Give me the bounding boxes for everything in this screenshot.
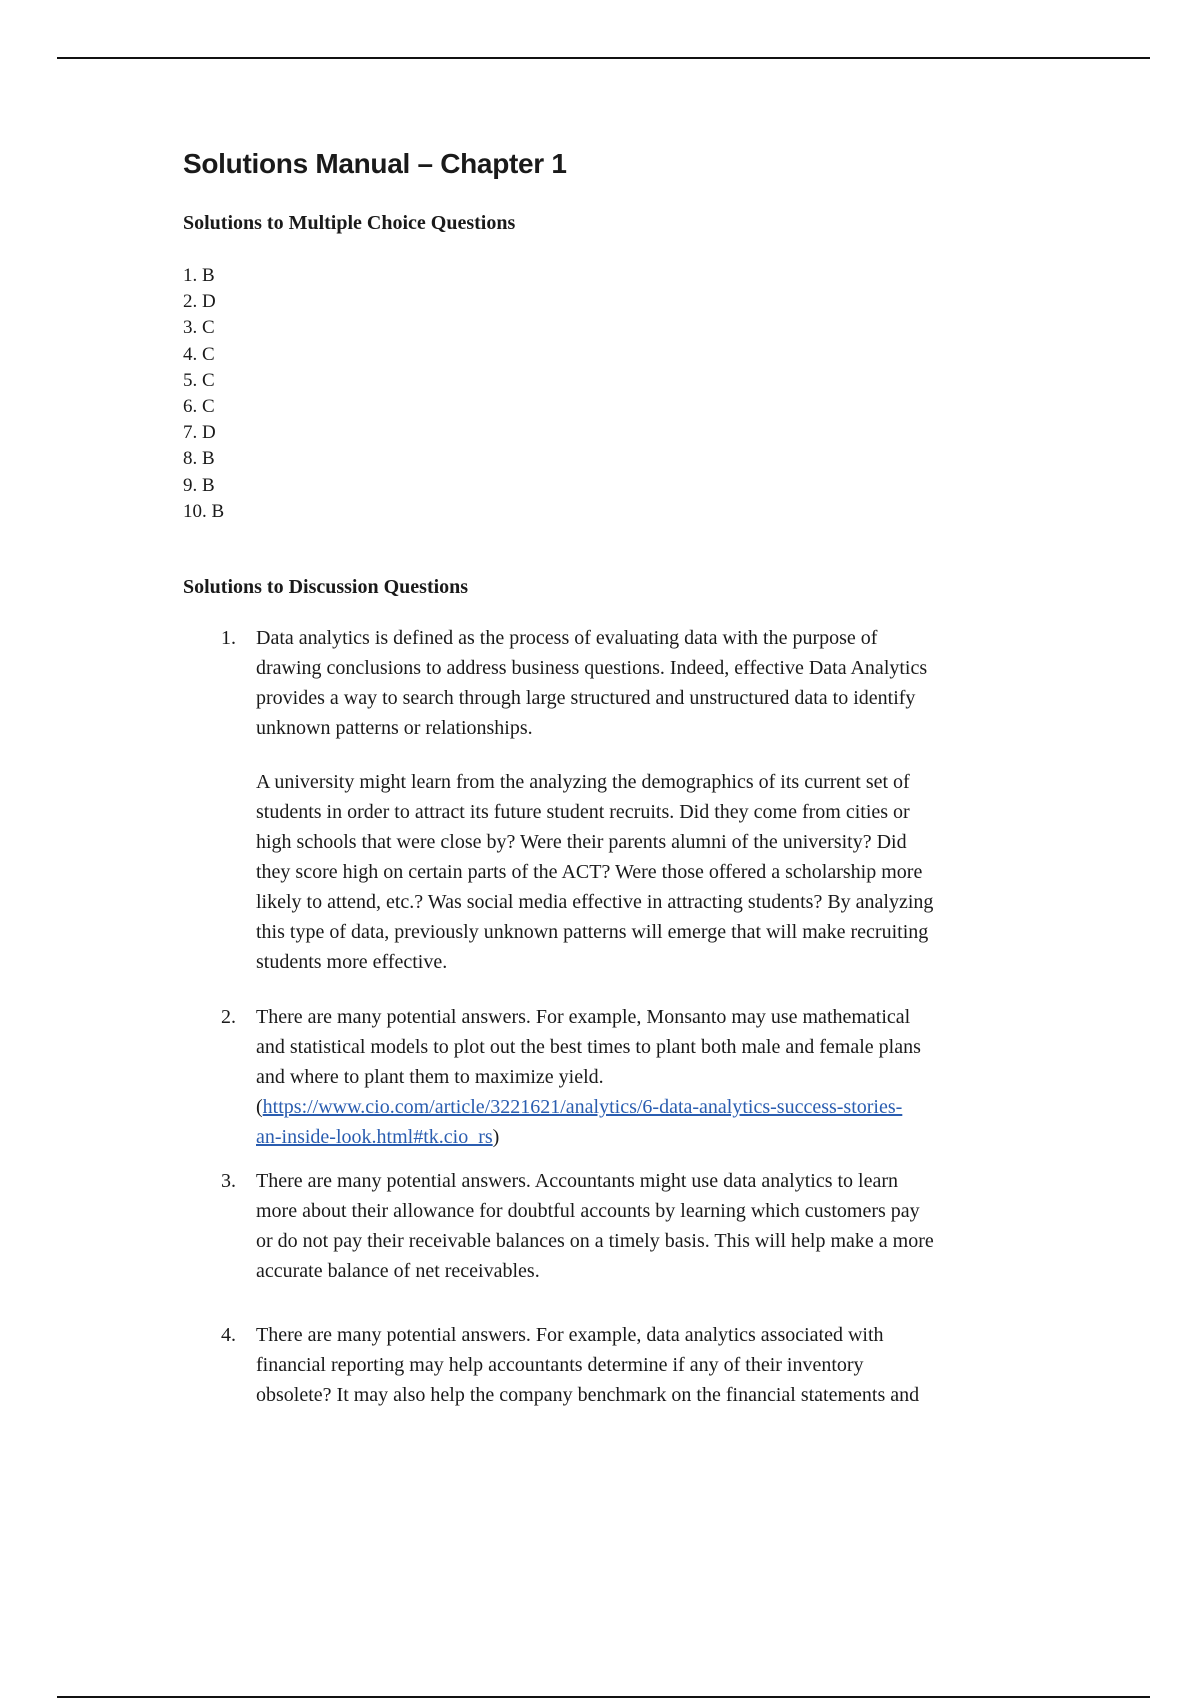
answer-line: or do not pay their receivable balances on a timely basis. This will help make a more: [256, 1230, 934, 1252]
mc-answer: 10. B: [183, 500, 225, 522]
footer-rule: [57, 1696, 1150, 1698]
answer-line: financial reporting may help accountants determine if any of their inventory: [256, 1354, 864, 1376]
answer-line: There are many potential answers. For example, data analytics associated with: [256, 1324, 884, 1346]
reference-line: [256, 1122, 1071, 1152]
mc-answer-list: [183, 263, 224, 525]
mc-answer: 6. C: [183, 396, 215, 418]
answer-line: A university might learn from the analyzing the demographics of its current set of: [256, 771, 910, 793]
discussion-question-4: [221, 1320, 1071, 1410]
answer-body: [256, 1166, 1071, 1286]
answer-line: students more effective.: [256, 951, 448, 973]
answer-line: students in order to attract its future student recruits. Did they come from cities or: [256, 801, 910, 823]
answer-line: high schools that were close by? Were their parents alumni of the university? Did: [256, 831, 907, 853]
question-number: 2.: [221, 1006, 236, 1028]
header-rule: [57, 57, 1150, 59]
answer-line: Data analytics is defined as the process of evaluating data with the purpose of: [256, 627, 878, 649]
mc-answer: 1. B: [183, 265, 215, 286]
question-number: 4.: [221, 1324, 236, 1346]
answer-line: drawing conclusions to address business questions. Indeed, effective Data Analytics: [256, 657, 928, 679]
paren-open: (: [256, 1096, 263, 1118]
answer-line: There are many potential answers. For example, Monsanto may use mathematical: [256, 1006, 911, 1028]
mc-answer: 9. B: [183, 474, 215, 496]
page-title: Solutions Manual – Chapter 1: [183, 148, 567, 179]
reference-link-continued[interactable]: an-inside-look.html#tk.cio_rs: [256, 1126, 493, 1148]
answer-line: There are many potential answers. Accountants might use data analytics to learn: [256, 1170, 899, 1192]
answer-line: unknown patterns or relationships.: [256, 717, 533, 739]
answer-body: [256, 623, 1071, 977]
answer-line: they score high on certain parts of the ACT? Were those offered a scholarship more: [256, 861, 923, 883]
mc-answer: 7. D: [183, 422, 216, 444]
answer-line: this type of data, previously unknown patterns will emerge that will make recruiting: [256, 921, 929, 943]
discussion-question-3: [221, 1166, 1071, 1286]
question-number: 1.: [221, 627, 236, 649]
question-number: 3.: [221, 1170, 236, 1192]
answer-line: provides a way to search through large structured and unstructured data to identify: [256, 687, 916, 709]
discussion-question-1: [221, 623, 1071, 977]
answer-line: obsolete? It may also help the company benchmark on the financial statements and: [256, 1384, 920, 1406]
mc-answer: 5. C: [183, 369, 215, 391]
mc-answer: 4. C: [183, 343, 215, 365]
answer-line: accurate balance of net receivables.: [256, 1260, 540, 1282]
paren-close: ): [492, 1126, 500, 1148]
mc-answer: 2. D: [183, 291, 216, 313]
answer-line: likely to attend, etc.? Was social media effective in attracting students? By analyzing: [256, 891, 934, 913]
discussion-question-2: [221, 1002, 1071, 1152]
answer-line: and statistical models to plot out the best times to plant both male and female plans: [256, 1036, 921, 1058]
answer-body: [256, 1002, 1071, 1152]
mc-answer: 8. B: [183, 448, 215, 470]
reference-line: [256, 1092, 1071, 1122]
answer-line: more about their allowance for doubtful accounts by learning which customers pay: [256, 1200, 920, 1222]
reference-link[interactable]: https://www.cio.com/article/3221621/analytics/6-data-analytics-success-stories-: [262, 1096, 903, 1118]
answer-body: [256, 1320, 1071, 1410]
mc-heading: Solutions to Multiple Choice Questions: [183, 212, 516, 234]
discussion-heading: Solutions to Discussion Questions: [183, 576, 469, 598]
paragraph-gap: [256, 743, 1071, 767]
answer-line: and where to plant them to maximize yield.: [256, 1066, 604, 1088]
mc-answer: 3. C: [183, 317, 215, 339]
